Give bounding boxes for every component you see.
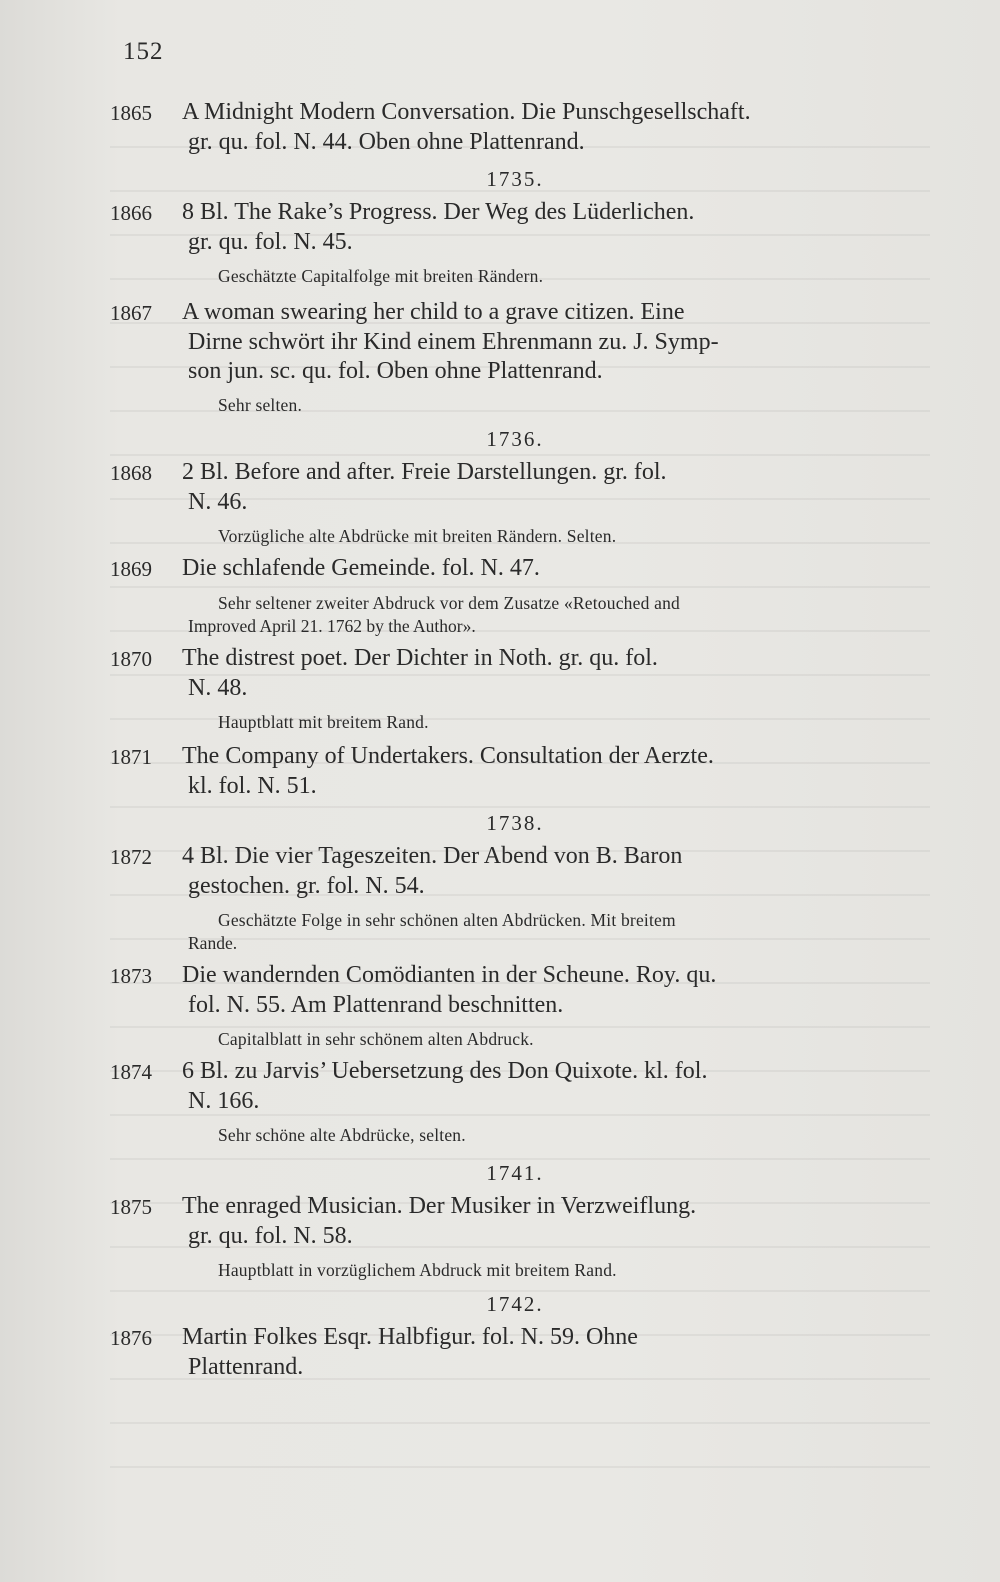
entry-continuation: N. 48. xyxy=(188,675,248,701)
entry-title: The Company of Undertakers. Consultation der Aerzte. xyxy=(182,743,714,769)
entry-title: 2 Bl. Before and after. Freie Darstellungen. gr. fol. xyxy=(182,459,667,485)
year-heading: 1735. xyxy=(486,167,544,191)
catalog-entry xyxy=(110,644,880,734)
entry-continuation: gr. qu. fol. N. 44. Oben ohne Plattenrand. xyxy=(188,129,585,155)
entry-number: 1875 xyxy=(110,1195,152,1219)
catalog-entry xyxy=(110,811,880,955)
entry-title: 4 Bl. Die vier Tageszeiten. Der Abend von B. Baron xyxy=(182,843,683,869)
entry-note-continuation: Rande. xyxy=(188,933,238,953)
entry-continuation: gr. qu. fol. N. 58. xyxy=(188,1223,353,1249)
catalog-entry xyxy=(110,98,880,157)
catalog-entry xyxy=(110,742,880,801)
entry-number: 1870 xyxy=(110,647,152,671)
entry-continuation: gr. qu. fol. N. 45. xyxy=(188,229,353,255)
entry-title: 8 Bl. The Rake’s Progress. Der Weg des Lüderlichen. xyxy=(182,199,695,225)
entry-title: Die schlafende Gemeinde. fol. N. 47. xyxy=(182,555,540,581)
entry-number: 1868 xyxy=(110,461,152,485)
entry-note: Sehr selten. xyxy=(218,395,303,415)
entry-title: Die wandernden Comödianten in der Scheune. Roy. qu. xyxy=(182,962,717,988)
entry-continuation: kl. fol. N. 51. xyxy=(188,773,317,799)
entry-number: 1865 xyxy=(110,101,152,125)
catalog-entry xyxy=(110,298,880,417)
entry-note: Sehr schöne alte Abdrücke, selten. xyxy=(218,1125,466,1145)
catalog-listing xyxy=(110,98,880,1382)
entry-number: 1866 xyxy=(110,201,152,225)
entry-title: The distrest poet. Der Dichter in Noth. gr. qu. fol. xyxy=(182,645,658,671)
entry-title: A woman swearing her child to a grave citizen. Eine xyxy=(182,299,685,325)
entry-continuation: Dirne schwört ihr Kind einem Ehrenmann zu. J. Symp- xyxy=(188,329,719,355)
catalog-entry xyxy=(110,961,880,1051)
catalog-entry xyxy=(110,1161,880,1282)
page-number: 152 xyxy=(123,38,164,65)
year-heading: 1742. xyxy=(486,1292,544,1316)
year-heading: 1738. xyxy=(486,811,544,835)
catalog-entry xyxy=(110,1057,880,1147)
entry-note: Sehr seltener zweiter Abdruck vor dem Zusatze «Retouched and xyxy=(218,593,680,613)
entry-continuation: fol. N. 55. Am Plattenrand beschnitten. xyxy=(188,992,564,1018)
entry-number: 1869 xyxy=(110,557,152,581)
entry-continuation: gestochen. gr. fol. N. 54. xyxy=(188,873,425,899)
entry-note: Geschätzte Capitalfolge mit breiten Rändern. xyxy=(218,266,544,286)
entry-title: The enraged Musician. Der Musiker in Verzweiflung. xyxy=(182,1193,697,1219)
entry-number: 1876 xyxy=(110,1326,152,1350)
catalog-entry xyxy=(110,167,880,288)
entry-continuation: N. 46. xyxy=(188,489,248,515)
entry-number: 1874 xyxy=(110,1060,152,1084)
entry-title: A Midnight Modern Conversation. Die Punschgesellschaft. xyxy=(182,99,751,125)
entry-note-continuation: Improved April 21. 1762 by the Author». xyxy=(188,616,476,636)
catalog-entry xyxy=(110,427,880,548)
entry-note: Geschätzte Folge in sehr schönen alten Abdrücken. Mit breitem xyxy=(218,910,676,930)
entry-number: 1873 xyxy=(110,964,152,988)
entry-note: Hauptblatt in vorzüglichem Abdruck mit breitem Rand. xyxy=(218,1260,617,1280)
entry-note: Vorzügliche alte Abdrücke mit breiten Rändern. Selten. xyxy=(218,526,617,546)
entry-number: 1872 xyxy=(110,845,152,869)
entry-continuation: N. 166. xyxy=(188,1088,260,1114)
year-heading: 1736. xyxy=(486,427,544,451)
entry-continuation: Plattenrand. xyxy=(188,1354,304,1380)
catalog-entry xyxy=(110,1292,880,1382)
year-heading: 1741. xyxy=(486,1161,544,1185)
catalog-entry xyxy=(110,554,880,638)
entry-continuation: son jun. sc. qu. fol. Oben ohne Plattenrand. xyxy=(188,358,603,384)
entry-note: Hauptblatt mit breitem Rand. xyxy=(218,712,429,732)
entry-number: 1871 xyxy=(110,745,152,769)
entry-title: Martin Folkes Esqr. Halbfigur. fol. N. 59. Ohne xyxy=(182,1324,638,1350)
entry-title: 6 Bl. zu Jarvis’ Uebersetzung des Don Quixote. kl. fol. xyxy=(182,1058,708,1084)
entry-note: Capitalblatt in sehr schönem alten Abdruck. xyxy=(218,1029,534,1049)
entry-number: 1867 xyxy=(110,301,152,325)
